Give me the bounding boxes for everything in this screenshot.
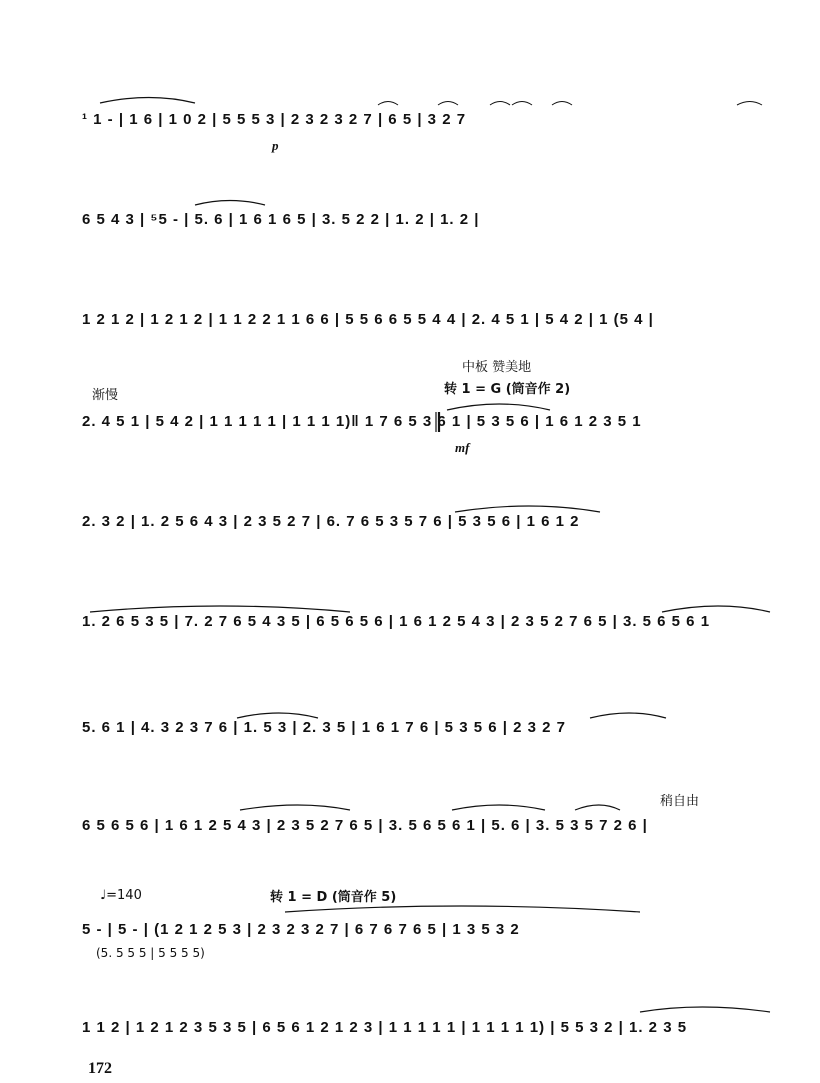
sub-notation-line: (5. 5 5 5 | 5 5 5 5)	[96, 946, 205, 960]
staff-row-10	[82, 1008, 780, 1048]
tempo-left-marking: 渐慢	[92, 388, 119, 403]
staff-row-8	[82, 806, 780, 846]
notation-line: 1 2 1 2 | 1 2 1 2 | 1 1 2 2 1 1 6 6 | 5 5 6 6 5 5 4 4 | 2. 4 5 1 | 5 4 2 | 1 (5 4 |	[82, 311, 654, 328]
notation-line: 2. 4 5 1 | 5 4 2 | 1 1 1 1 1 | 1 1 1 1)‖ 1 7 6 5 3 6 1 | 5 3 5 6 | 1 6 1 2 3 5 1	[82, 413, 642, 430]
notation-line: 6 5 6 5 6 | 1 6 1 2 5 4 3 | 2 3 5 2 7 6 5 | 3. 5 6 5 6 1 | 5. 6 | 3. 5 3 5 7 2 6 |	[82, 817, 648, 834]
staff-row-2	[82, 200, 780, 240]
metronome-marking: ♩=140	[100, 888, 142, 903]
dynamic-mark: mf	[455, 440, 470, 455]
staff-row-4	[82, 402, 780, 442]
tempo-marking: 中板 赞美地	[462, 360, 532, 375]
dynamic-mark: p	[272, 138, 279, 153]
notation-line: 2. 3 2 | 1. 2 5 6 4 3 | 2 3 5 2 7 | 6. 7 6 5 3 5 7 6 | 5 3 5 6 | 1 6 1 2	[82, 513, 580, 530]
notation-line: 6 5 4 3 | ⁵5 - | 5. 6 | 1 6 1 6 5 | 3. 5 2 2 | 1. 2 | 1. 2 |	[82, 211, 480, 228]
notation-line: 5. 6 1 | 4. 3 2 3 7 6 | 1. 5 3 | 2. 3 5 | 1 6 1 7 6 | 5 3 5 6 | 2 3 2 7	[82, 719, 566, 736]
notation-line: ¹ 1 - | 1 6 | 1 0 2 | 5 5 5 3 | 2 3 2 3 2 7 | 6 5 | 3 2 7	[82, 111, 467, 128]
page-number: 172	[88, 1060, 112, 1077]
staff-row-9	[82, 910, 780, 950]
staff-row-1	[82, 100, 780, 140]
key-change-marking: 转 1 = G (筒音作 2)	[444, 382, 571, 397]
staff-row-7	[82, 708, 780, 748]
notation-line: 1. 2 6 5 3 5 | 7. 2 7 6 5 4 3 5 | 6 5 6 5 6 | 1 6 1 2 5 4 3 | 2 3 5 2 7 6 5 | 3. 5 6 5 6 1	[82, 613, 711, 630]
staff-row-3	[82, 300, 780, 340]
tempo-marking-right: 稍自由	[660, 794, 700, 809]
staff-row-5	[82, 502, 780, 542]
staff-row-6	[82, 602, 780, 642]
key-change-marking: 转 1 = D (筒音作 5)	[270, 890, 397, 905]
notation-line: 1 1 2 | 1 2 1 2 3 5 3 5 | 6 5 6 1 2 1 2 3 | 1 1 1 1 1 | 1 1 1 1 1) | 5 5 3 2 | 1. 2 3 5	[82, 1019, 688, 1036]
notation-line: 5 - | 5 - | (1 2 1 2 5 3 | 2 3 2 3 2 7 | 6 7 6 7 6 5 | 1 3 5 3 2	[82, 921, 520, 938]
